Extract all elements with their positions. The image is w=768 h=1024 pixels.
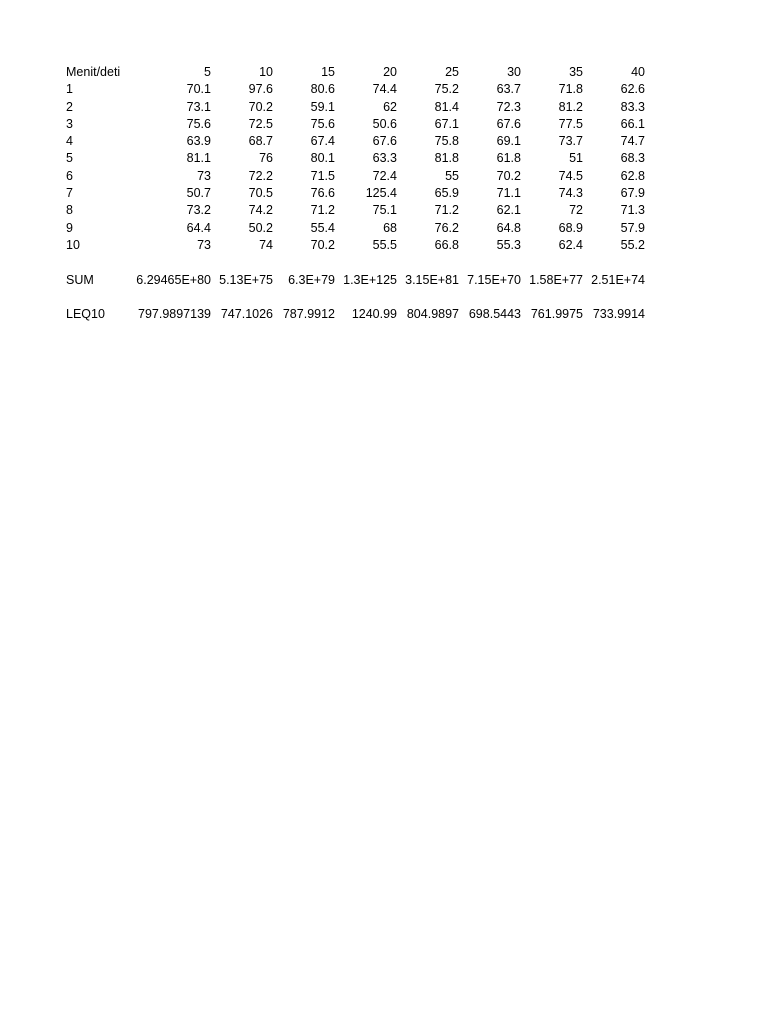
empty-cell[interactable]	[522, 254, 584, 271]
value-cell[interactable]: 73	[197, 168, 211, 183]
value-cell[interactable]: 733.9914	[592, 307, 645, 322]
row-label-cell[interactable]: 8	[66, 203, 73, 218]
value-cell[interactable]: 40	[631, 65, 645, 79]
value-cell[interactable]: 70.2	[248, 99, 273, 114]
value-cell[interactable]: 125.4	[365, 186, 397, 201]
value-cell[interactable]: 72.3	[496, 99, 521, 114]
value-cell[interactable]: 80.1	[310, 151, 335, 166]
value-cell[interactable]: 25	[445, 65, 459, 79]
value-cell[interactable]: 6.3E+79	[288, 272, 335, 287]
empty-cell[interactable]	[398, 289, 460, 306]
table-row	[64, 116, 646, 133]
value-cell[interactable]: 747.1026	[220, 307, 273, 322]
empty-cell[interactable]	[212, 289, 274, 306]
value-cell[interactable]: 10	[259, 65, 273, 79]
value-cell[interactable]: 5.13E+75	[219, 272, 273, 287]
empty-cell[interactable]	[460, 289, 522, 306]
value-cell[interactable]: 3.15E+81	[405, 272, 459, 287]
value-cell[interactable]: 61.8	[496, 151, 521, 166]
value-cell[interactable]: 72	[569, 203, 583, 218]
table-body	[64, 64, 646, 323]
table-row	[64, 150, 646, 167]
value-cell[interactable]: 81.8	[434, 151, 459, 166]
value-cell[interactable]: 80.6	[310, 82, 335, 97]
value-cell[interactable]: 62.8	[620, 168, 645, 183]
value-cell[interactable]: 77.5	[558, 116, 583, 131]
value-cell[interactable]: 50.2	[248, 220, 273, 235]
value-cell[interactable]: 73.1	[186, 99, 211, 114]
value-cell[interactable]: 67.6	[496, 116, 521, 131]
value-cell[interactable]: 68.3	[620, 151, 645, 166]
row-label-cell[interactable]: 3	[66, 116, 73, 131]
value-cell[interactable]: 75.8	[434, 134, 459, 149]
value-cell[interactable]: 5	[204, 65, 211, 79]
value-cell[interactable]: 59.1	[310, 99, 335, 114]
value-cell[interactable]: 72.4	[372, 168, 397, 183]
value-cell[interactable]: 797.9897139	[138, 307, 211, 322]
value-cell[interactable]: 50.6	[372, 116, 397, 131]
value-cell[interactable]: 30	[507, 65, 521, 79]
value-cell[interactable]: 74.4	[372, 82, 397, 97]
value-cell[interactable]: 81.4	[434, 99, 459, 114]
value-cell[interactable]: 65.9	[434, 186, 459, 201]
value-cell[interactable]: 1.3E+125	[343, 272, 397, 287]
value-cell[interactable]: 71.1	[496, 186, 521, 201]
empty-cell[interactable]	[522, 289, 584, 306]
empty-cell[interactable]	[274, 254, 336, 271]
value-cell[interactable]: 81.2	[558, 99, 583, 114]
header-row	[64, 64, 646, 81]
table-row	[64, 99, 646, 116]
value-cell[interactable]: 97.6	[248, 82, 273, 97]
value-cell[interactable]: 81.1	[186, 151, 211, 166]
table-row	[64, 133, 646, 150]
empty-cell[interactable]	[336, 254, 398, 271]
value-cell[interactable]: 6.29465E+80	[136, 272, 211, 287]
value-cell[interactable]: 70.2	[310, 237, 335, 252]
value-cell[interactable]: 71.3	[620, 203, 645, 218]
value-cell[interactable]: 55	[445, 168, 459, 183]
value-cell[interactable]: 15	[321, 65, 335, 79]
value-cell[interactable]: 74.5	[558, 168, 583, 183]
value-cell[interactable]: 69.1	[496, 134, 521, 149]
empty-cell[interactable]	[64, 289, 127, 306]
blank-row	[64, 254, 646, 271]
value-cell[interactable]: 2.51E+74	[591, 272, 645, 287]
value-cell[interactable]: 68.7	[248, 134, 273, 149]
value-cell[interactable]: 67.9	[620, 186, 645, 201]
value-cell[interactable]: 1.58E+77	[529, 272, 583, 287]
row-label-cell[interactable]: 1	[66, 82, 73, 97]
value-cell[interactable]: 55.2	[620, 237, 645, 252]
spreadsheet	[64, 64, 646, 323]
row-label-cell[interactable]: 4	[66, 134, 73, 149]
leq-row	[64, 306, 646, 323]
value-cell[interactable]: 1240.99	[351, 307, 397, 322]
value-cell[interactable]: 67.6	[372, 134, 397, 149]
sum-row	[64, 272, 646, 289]
value-cell[interactable]: 63.3	[372, 151, 397, 166]
row-label-cell[interactable]: SUM	[66, 272, 94, 287]
value-cell[interactable]: 62.6	[620, 82, 645, 97]
empty-cell[interactable]	[460, 254, 522, 271]
value-cell[interactable]: 698.5443	[468, 307, 521, 322]
value-cell[interactable]: 804.9897	[406, 307, 459, 322]
value-cell[interactable]: 73.7	[558, 134, 583, 149]
value-cell[interactable]: 71.8	[558, 82, 583, 97]
value-cell[interactable]: 71.5	[310, 168, 335, 183]
value-cell[interactable]: 62.4	[558, 237, 583, 252]
value-cell[interactable]: 51	[569, 151, 583, 166]
value-cell[interactable]: 83.3	[620, 99, 645, 114]
value-cell[interactable]: 74.3	[558, 186, 583, 201]
value-cell[interactable]: 75.6	[310, 116, 335, 131]
value-cell[interactable]: 63.7	[496, 82, 521, 97]
empty-cell[interactable]	[127, 254, 212, 271]
value-cell[interactable]: 71.2	[434, 203, 459, 218]
value-cell[interactable]: 67.1	[434, 116, 459, 131]
row-label-cell[interactable]: LEQ10	[66, 307, 105, 322]
value-cell[interactable]: 74.7	[620, 134, 645, 149]
empty-cell[interactable]	[127, 289, 212, 306]
value-cell[interactable]: 75.6	[186, 116, 211, 131]
value-cell[interactable]: 74	[259, 237, 273, 252]
value-cell[interactable]: 7.15E+70	[467, 272, 521, 287]
table-row	[64, 202, 646, 219]
value-cell[interactable]: 66.8	[434, 237, 459, 252]
value-cell[interactable]: 55.5	[372, 237, 397, 252]
value-cell[interactable]: 76	[259, 151, 273, 166]
value-cell[interactable]: 62.1	[496, 203, 521, 218]
table-row	[64, 237, 646, 254]
value-cell[interactable]: 71.2	[310, 203, 335, 218]
value-cell[interactable]: 72.2	[248, 168, 273, 183]
table-row	[64, 220, 646, 237]
value-cell[interactable]: 74.2	[248, 203, 273, 218]
value-cell[interactable]: 70.1	[186, 82, 211, 97]
value-cell[interactable]: 66.1	[620, 116, 645, 131]
row-label-cell[interactable]: 6	[66, 168, 73, 183]
empty-cell[interactable]	[274, 289, 336, 306]
table-row	[64, 168, 646, 185]
value-cell[interactable]: 761.9975	[530, 307, 583, 322]
value-cell[interactable]: 73.2	[186, 203, 211, 218]
value-cell[interactable]: 75.1	[372, 203, 397, 218]
row-label-cell[interactable]: 2	[66, 99, 73, 114]
table-row	[64, 81, 646, 98]
empty-cell[interactable]	[212, 254, 274, 271]
empty-cell[interactable]	[584, 254, 646, 271]
value-cell[interactable]: 72.5	[248, 116, 273, 131]
value-cell[interactable]: 76.6	[310, 186, 335, 201]
row-label-cell[interactable]: 10	[66, 237, 80, 252]
value-cell[interactable]: 35	[569, 65, 583, 79]
value-cell[interactable]: 50.7	[186, 186, 211, 201]
blank-row	[64, 289, 646, 306]
value-cell[interactable]: 73	[197, 237, 211, 252]
row-label-cell[interactable]: 5	[66, 151, 73, 166]
empty-cell[interactable]	[64, 254, 127, 271]
value-cell[interactable]: 76.2	[434, 220, 459, 235]
value-cell[interactable]: 20	[383, 65, 397, 79]
table-row	[64, 185, 646, 202]
row-label-cell[interactable]: 7	[66, 186, 73, 201]
value-cell[interactable]: 75.2	[434, 82, 459, 97]
value-cell[interactable]: 63.9	[186, 134, 211, 149]
data-table	[64, 64, 646, 323]
row-label-cell[interactable]: 9	[66, 220, 73, 235]
empty-cell[interactable]	[398, 254, 460, 271]
value-cell[interactable]: 55.3	[496, 237, 521, 252]
value-cell[interactable]: 68	[383, 220, 397, 235]
value-cell[interactable]: 64.8	[496, 220, 521, 235]
value-cell[interactable]: 67.4	[310, 134, 335, 149]
value-cell[interactable]: 70.2	[496, 168, 521, 183]
value-cell[interactable]: 64.4	[186, 220, 211, 235]
value-cell[interactable]: 55.4	[310, 220, 335, 235]
empty-cell[interactable]	[584, 289, 646, 306]
value-cell[interactable]: 70.5	[248, 186, 273, 201]
value-cell[interactable]: 57.9	[620, 220, 645, 235]
value-cell[interactable]: 62	[383, 99, 397, 114]
value-cell[interactable]: 68.9	[558, 220, 583, 235]
row-label-cell[interactable]: Menit/deti	[66, 65, 121, 79]
value-cell[interactable]: 787.9912	[282, 307, 335, 322]
empty-cell[interactable]	[336, 289, 398, 306]
